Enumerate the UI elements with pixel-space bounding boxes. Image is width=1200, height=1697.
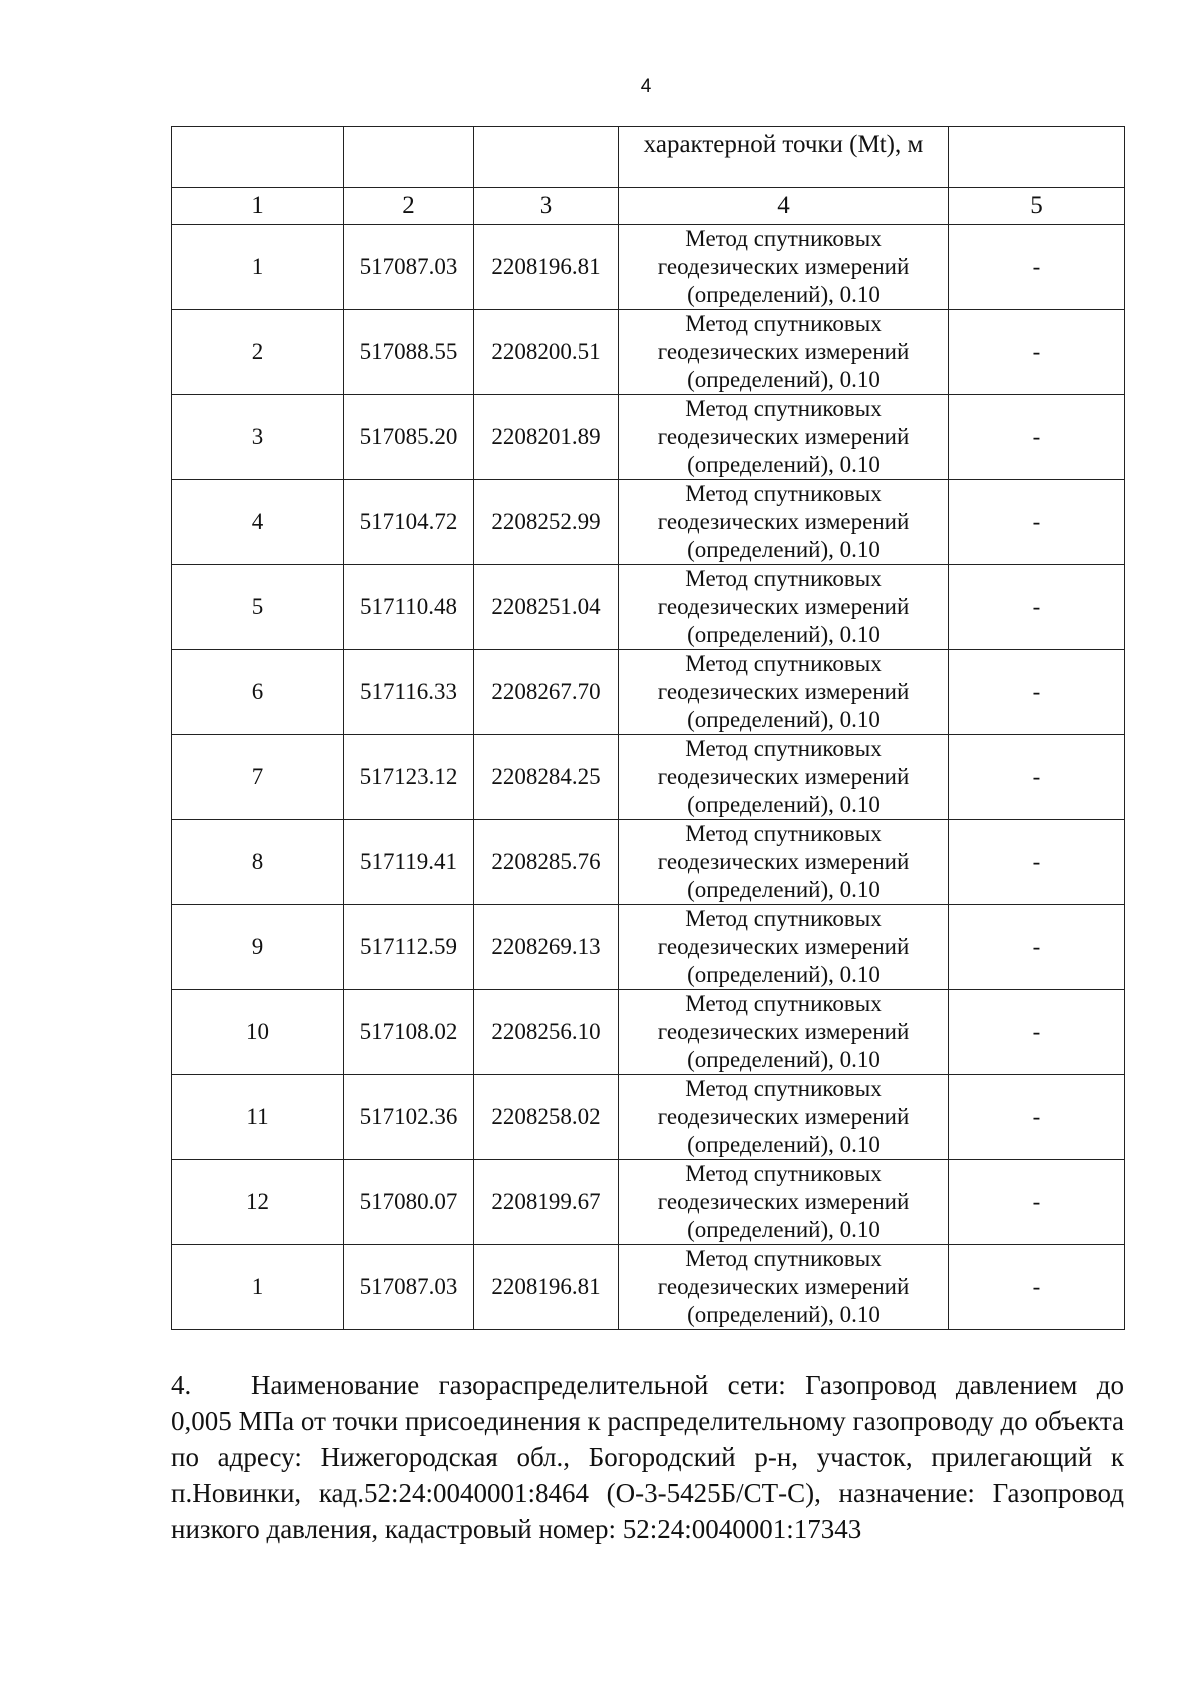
header-cell-2 — [344, 127, 474, 188]
method-cell — [619, 1075, 949, 1160]
table-row — [172, 1075, 1125, 1160]
method-text-line: Метод спутниковых — [685, 1161, 882, 1186]
point-number-cell: 6 — [172, 650, 344, 735]
table-header-continuation-row — [172, 127, 1125, 188]
method-text-line: геодезических измерений — [657, 594, 910, 619]
method-text-line: Метод спутниковых — [685, 481, 882, 506]
method-cell — [619, 395, 949, 480]
point-number-cell: 5 — [172, 565, 344, 650]
method-text-line: Метод спутниковых — [685, 651, 882, 676]
note-cell: - — [949, 1160, 1125, 1245]
method-text-line: Метод спутниковых — [685, 566, 882, 591]
table-row — [172, 1160, 1125, 1245]
note-cell: - — [949, 310, 1125, 395]
method-text-line: геодезических измерений — [657, 339, 910, 364]
table-row — [172, 310, 1125, 395]
method-cell — [619, 990, 949, 1075]
point-number-cell: 3 — [172, 395, 344, 480]
column-number: 5 — [949, 188, 1125, 225]
column-number: 4 — [619, 188, 949, 225]
x-coordinate-cell: 517110.48 — [344, 565, 474, 650]
method-text-line: геодезических измерений — [657, 1019, 910, 1044]
point-number-cell: 4 — [172, 480, 344, 565]
method-text-line: (определений), 0.10 — [687, 1217, 880, 1242]
note-cell: - — [949, 565, 1125, 650]
method-text-line: (определений), 0.10 — [687, 707, 880, 732]
y-coordinate-cell: 2208269.13 — [474, 905, 619, 990]
column-number: 1 — [172, 188, 344, 225]
note-cell: - — [949, 735, 1125, 820]
header-cell-accuracy: характерной точки (Mt), м — [619, 127, 949, 188]
method-text-line: Метод спутниковых — [685, 311, 882, 336]
method-text-line: (определений), 0.10 — [687, 452, 880, 477]
point-number-cell: 9 — [172, 905, 344, 990]
method-text-line: Метод спутниковых — [685, 821, 882, 846]
method-text-line: (определений), 0.10 — [687, 537, 880, 562]
point-number-cell: 8 — [172, 820, 344, 905]
y-coordinate-cell: 2208252.99 — [474, 480, 619, 565]
point-number-cell: 11 — [172, 1075, 344, 1160]
method-text-line: геодезических измерений — [657, 1274, 910, 1299]
note-cell: - — [949, 650, 1125, 735]
note-cell: - — [949, 905, 1125, 990]
note-cell: - — [949, 820, 1125, 905]
table-row — [172, 480, 1125, 565]
y-coordinate-cell: 2208200.51 — [474, 310, 619, 395]
point-number-cell: 1 — [172, 1245, 344, 1330]
table-row — [172, 735, 1125, 820]
column-number: 3 — [474, 188, 619, 225]
method-text-line: Метод спутниковых — [685, 1246, 882, 1271]
y-coordinate-cell: 2208285.76 — [474, 820, 619, 905]
y-coordinate-cell: 2208284.25 — [474, 735, 619, 820]
method-text-line: (определений), 0.10 — [687, 877, 880, 902]
note-cell: - — [949, 225, 1125, 310]
y-coordinate-cell: 2208199.67 — [474, 1160, 619, 1245]
method-text-line: геодезических измерений — [657, 254, 910, 279]
method-cell — [619, 905, 949, 990]
x-coordinate-cell: 517085.20 — [344, 395, 474, 480]
x-coordinate-cell: 517112.59 — [344, 905, 474, 990]
header-cell-3 — [474, 127, 619, 188]
y-coordinate-cell: 2208201.89 — [474, 395, 619, 480]
note-cell: - — [949, 480, 1125, 565]
y-coordinate-cell: 2208258.02 — [474, 1075, 619, 1160]
page-number: 4 — [640, 76, 652, 97]
method-text-line: Метод спутниковых — [685, 226, 882, 251]
column-numbers-row — [172, 188, 1125, 225]
x-coordinate-cell: 517123.12 — [344, 735, 474, 820]
method-text-line: (определений), 0.10 — [687, 1302, 880, 1327]
point-number-cell: 1 — [172, 225, 344, 310]
method-text-line: (определений), 0.10 — [687, 792, 880, 817]
point-number-cell: 7 — [172, 735, 344, 820]
table-row — [172, 905, 1125, 990]
paragraph-number: 4. — [171, 1370, 192, 1400]
method-text-line: геодезических измерений — [657, 1189, 910, 1214]
coordinates-table — [171, 126, 1125, 1330]
method-text-line: (определений), 0.10 — [687, 622, 880, 647]
note-cell: - — [949, 1245, 1125, 1330]
method-cell — [619, 735, 949, 820]
table-row — [172, 225, 1125, 310]
gas-network-paragraph — [171, 1367, 1124, 1547]
method-text-line: Метод спутниковых — [685, 906, 882, 931]
note-cell: - — [949, 1075, 1125, 1160]
method-text-line: геодезических измерений — [657, 934, 910, 959]
method-cell — [619, 1160, 949, 1245]
column-number: 2 — [344, 188, 474, 225]
x-coordinate-cell: 517088.55 — [344, 310, 474, 395]
table-row — [172, 820, 1125, 905]
x-coordinate-cell: 517080.07 — [344, 1160, 474, 1245]
x-coordinate-cell: 517116.33 — [344, 650, 474, 735]
method-cell — [619, 1245, 949, 1330]
method-text-line: (определений), 0.10 — [687, 367, 880, 392]
y-coordinate-cell: 2208196.81 — [474, 225, 619, 310]
x-coordinate-cell: 517108.02 — [344, 990, 474, 1075]
y-coordinate-cell: 2208256.10 — [474, 990, 619, 1075]
method-text-line: геодезических измерений — [657, 424, 910, 449]
method-text-line: Метод спутниковых — [685, 736, 882, 761]
header-cell-1 — [172, 127, 344, 188]
method-text-line: Метод спутниковых — [685, 396, 882, 421]
method-cell — [619, 565, 949, 650]
method-text-line: геодезических измерений — [657, 849, 910, 874]
method-text-line: (определений), 0.10 — [687, 1047, 880, 1072]
x-coordinate-cell: 517087.03 — [344, 1245, 474, 1330]
table-row — [172, 650, 1125, 735]
y-coordinate-cell: 2208251.04 — [474, 565, 619, 650]
point-number-cell: 10 — [172, 990, 344, 1075]
y-coordinate-cell: 2208196.81 — [474, 1245, 619, 1330]
method-cell — [619, 480, 949, 565]
method-text-line: Метод спутниковых — [685, 1076, 882, 1101]
x-coordinate-cell: 517119.41 — [344, 820, 474, 905]
method-text-line: геодезических измерений — [657, 1104, 910, 1129]
method-text-line: (определений), 0.10 — [687, 962, 880, 987]
x-coordinate-cell: 517104.72 — [344, 480, 474, 565]
note-cell: - — [949, 990, 1125, 1075]
x-coordinate-cell: 517102.36 — [344, 1075, 474, 1160]
paragraph-text: Наименование газораспределительной сети: Газопровод давлением до 0,005 МПа от точки присоединения к распределительному газопроводу до объекта по адресу: Нижегородская обл., Богородский р-н, участок, прилегающий к п.Новинки, кад.52:24:0040001:8464 (О-3-5425Б/СТ-С), назначение: Газопровод низкого давления, кадастровый номер: 52:24:0040001:17343 — [171, 1370, 1124, 1544]
y-coordinate-cell: 2208267.70 — [474, 650, 619, 735]
method-text-line: геодезических измерений — [657, 679, 910, 704]
x-coordinate-cell: 517087.03 — [344, 225, 474, 310]
point-number-cell: 12 — [172, 1160, 344, 1245]
method-cell — [619, 650, 949, 735]
method-cell — [619, 820, 949, 905]
table-row — [172, 565, 1125, 650]
method-text-line: (определений), 0.10 — [687, 282, 880, 307]
table-row — [172, 395, 1125, 480]
method-text-line: геодезических измерений — [657, 509, 910, 534]
note-cell: - — [949, 395, 1125, 480]
table-row — [172, 990, 1125, 1075]
point-number-cell: 2 — [172, 310, 344, 395]
table-row — [172, 1245, 1125, 1330]
method-cell — [619, 225, 949, 310]
method-text-line: (определений), 0.10 — [687, 1132, 880, 1157]
header-cell-5 — [949, 127, 1125, 188]
method-text-line: Метод спутниковых — [685, 991, 882, 1016]
method-cell — [619, 310, 949, 395]
method-text-line: геодезических измерений — [657, 764, 910, 789]
